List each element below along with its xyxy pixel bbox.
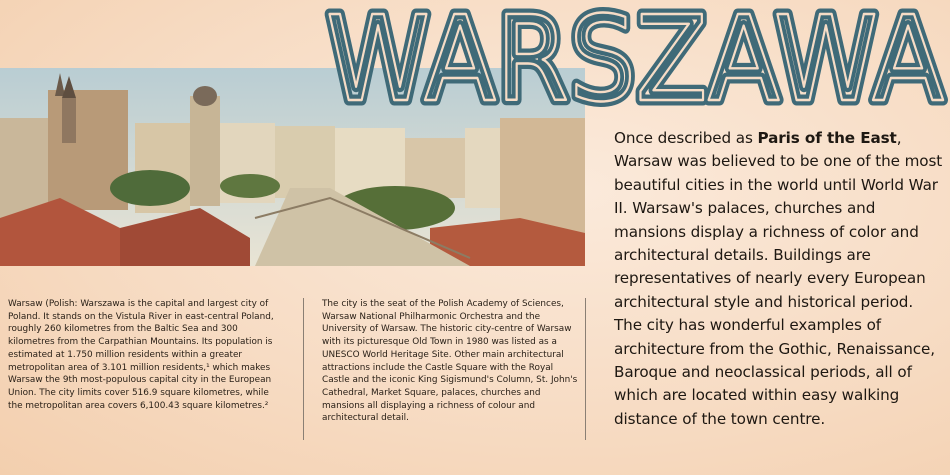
body-column-1: Warsaw (Polish: Warszawa is the capital and largest city of Poland. It stands on the Vistula River in east-central Poland, roughly 260 kilometres from the Baltic Sea and 300 kilometres from the Carpathian Mountains. Its population is estimated at 1.750 million residents within a greater metropolitan area of 3.101 million residents,¹ which makes Warsaw the 9th most-populous capital city in the European Union. The city limits cover 516.9 square kilometres, while the metropolitan area covers 6,100.43 square kilometres.² — [8, 299, 274, 411]
body-column-2: The city is the seat of the Polish Academy of Sciences, Warsaw National Philharmonic Orchestra and the University of Warsaw. The historic city-centre of Warsaw with its picturesque Old Town in 1980 was listed as a UNESCO World Heritage Site. Other main architectural attractions include the Castle Square with the Royal Castle and the iconic King Sigismund's Column, St. John's Cathedral, Market Square, palaces, churches and mansions all displaying a richness of colour and architectural detail. — [322, 299, 578, 424]
title-text: WARSZAWA — [326, 2, 944, 112]
lead-intro: Once described as — [614, 129, 758, 147]
column-divider-1 — [303, 298, 304, 440]
column-divider-2 — [585, 298, 586, 440]
title-inline-stroke: WARSZAWA — [326, 2, 944, 112]
lead-highlight: Paris of the East — [757, 129, 897, 147]
lead-paragraph — [614, 127, 944, 431]
page-title — [318, 2, 950, 112]
lead-rest: , Warsaw was believed to be one of the most beautiful cities in the world until World War II. Warsaw's palaces, churches and mansions display a richness of color and architectural details. Buildings are representatives of nearly every European architectural style and historical period. The city has wonderful examples of architecture from the Gothic, Renaissance, Baroque and neoclassical periods, all of which are located within easy walking distance of the town centre. — [614, 129, 943, 428]
